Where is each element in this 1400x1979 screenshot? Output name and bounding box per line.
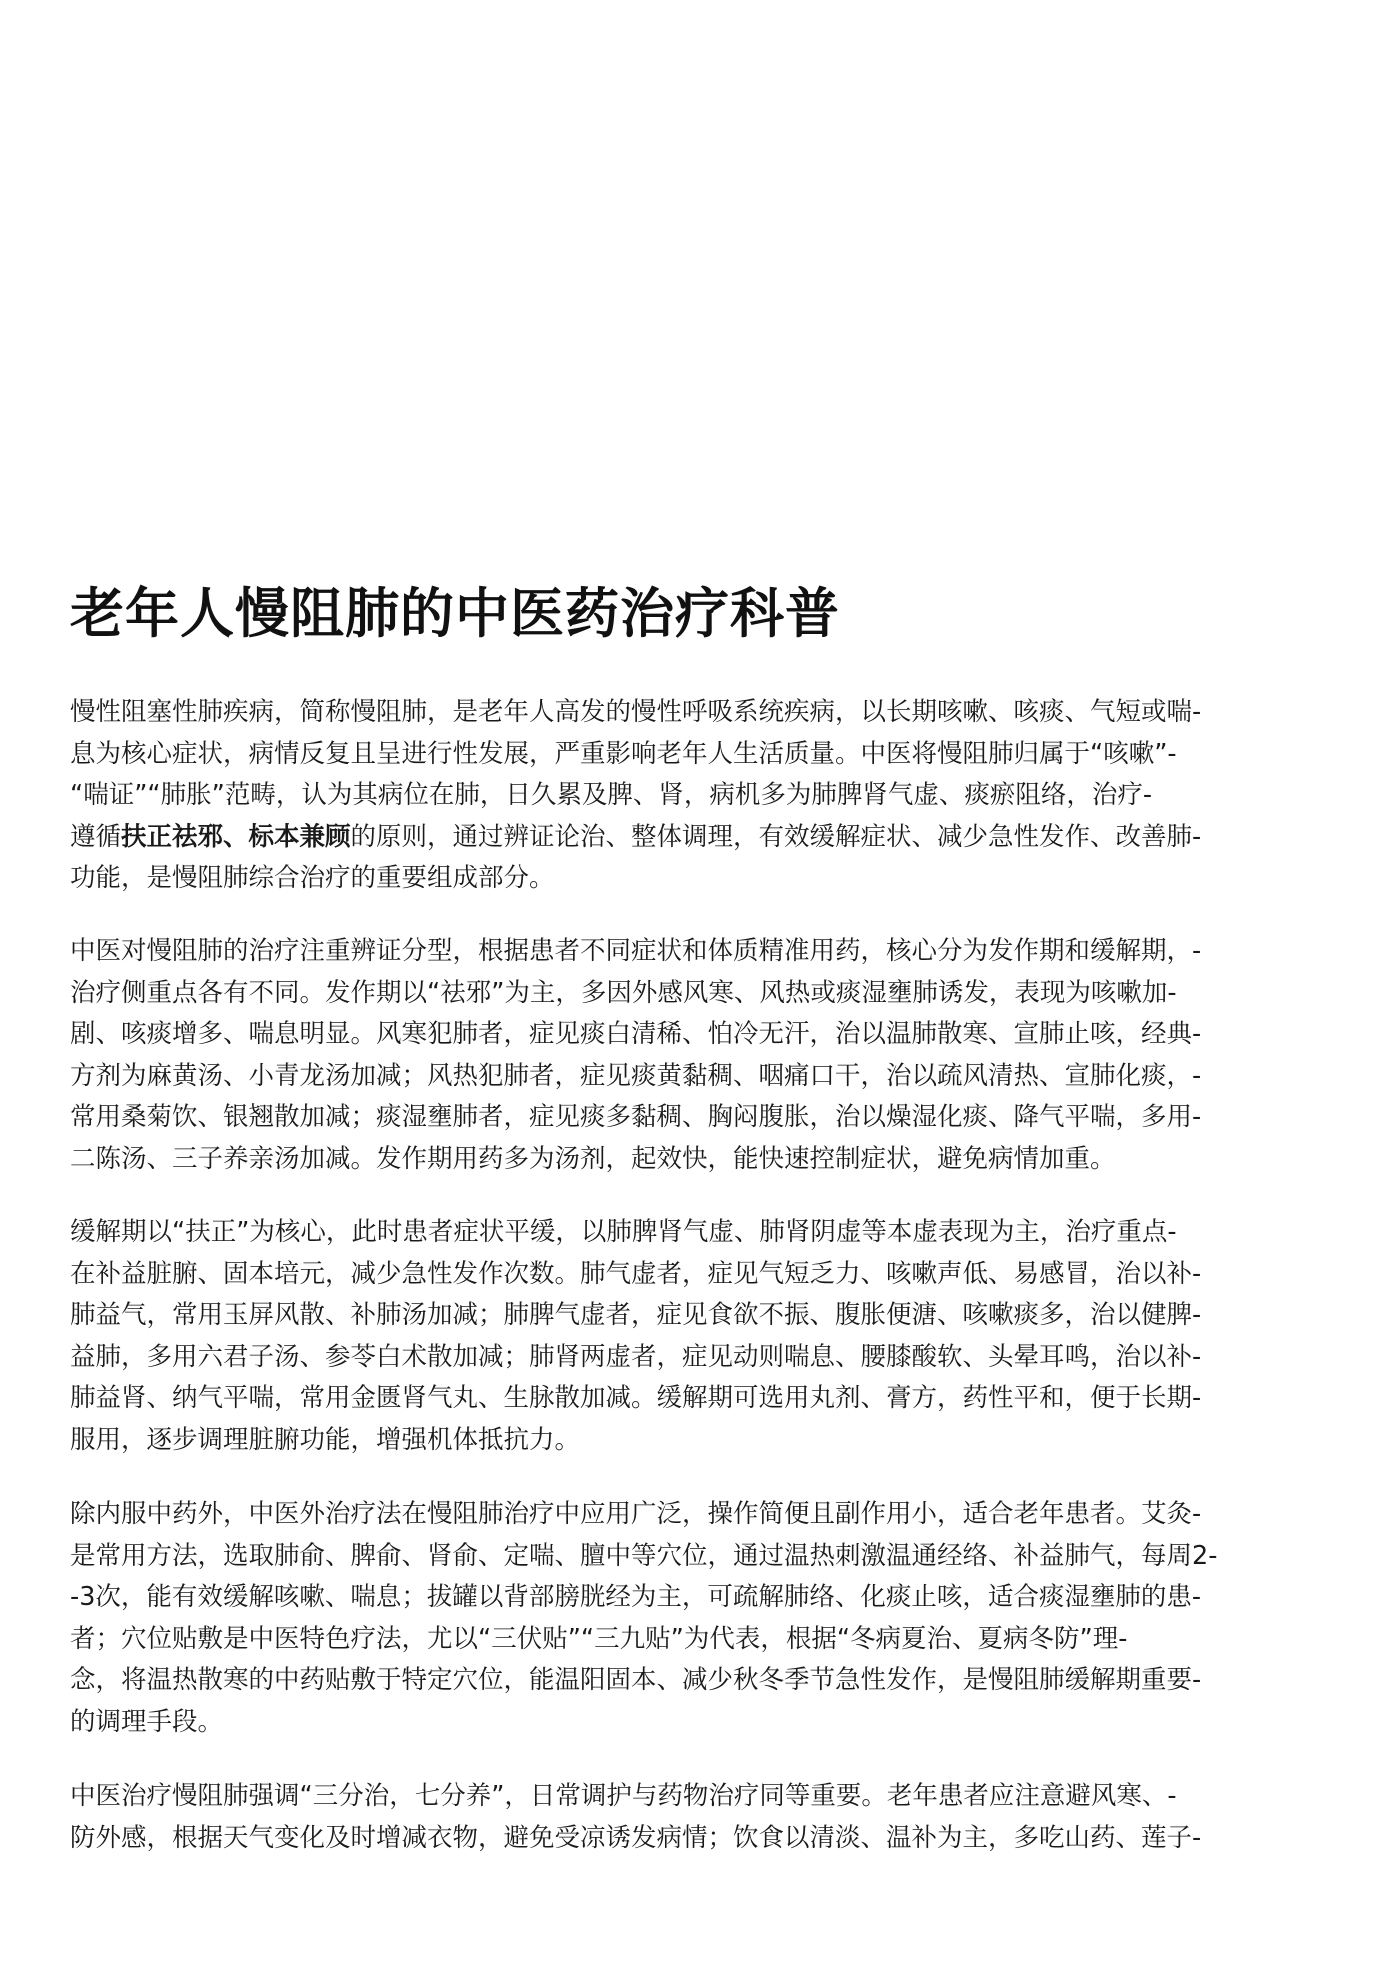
text-line-with-emphasis xyxy=(70,817,1340,859)
text-segment: 遵循 xyxy=(70,821,122,852)
text-line: 的调理手段。 xyxy=(70,1706,224,1737)
text-line: 中医对慢阻肺的治疗注重辨证分型，根据患者不同症状和体质精准用药，核心分为发作期和缓解期，- xyxy=(70,936,1202,966)
text-line: 常用桑菊饮、银翘散加减；痰湿壅肺者，症见痰多黏稠、胸闷腹胀，治以燥湿化痰、降气平喘，多用- xyxy=(70,1102,1202,1132)
text-line: 治疗侧重点各有不同。发作期以“祛邪”为主，多因外感风寒、风热或痰湿壅肺诱发，表现为咳嗽加- xyxy=(70,977,1177,1008)
text-line: 慢性阻塞性肺疾病，简称慢阻肺，是老年人高发的慢性呼吸系统疾病，以长期咳嗽、咳痰、气短或喘- xyxy=(70,697,1202,727)
text-line: 功能，是慢阻肺综合治疗的重要组成部分。 xyxy=(70,863,555,893)
text-line: 念，将温热散寒的中药贴敷于特定穴位，能温阳固本、减少秋冬季节急性发作，是慢阻肺缓解期重要- xyxy=(70,1665,1202,1695)
text-line: 剧、咳痰增多、喘息明显。风寒犯肺者，症见痰白清稀、怕冷无汗，治以温肺散寒、宣肺止咳，经典- xyxy=(70,1019,1202,1049)
text-line: 者；穴位贴敷是中医特色疗法，尤以“三伏贴”“三九贴”为代表，根据“冬病夏治、夏病冬防”理- xyxy=(70,1623,1128,1654)
text-line: 肺益气，常用玉屏风散、补肺汤加减；肺脾气虚者，症见食欲不振、腹胀便溏、咳嗽痰多，治以健脾- xyxy=(70,1300,1202,1330)
paragraph-remission-phase xyxy=(70,1212,1340,1461)
text-line: 肺益肾、纳气平喘，常用金匮肾气丸、生脉散加减。缓解期可选用丸剂、膏方，药性平和，便于长期- xyxy=(70,1383,1202,1413)
text-line: 在补益脏腑、固本培元，减少急性发作次数。肺气虚者，症见气短乏力、咳嗽声低、易感冒，治以补- xyxy=(70,1258,1202,1289)
text-line: 服用，逐步调理脏腑功能，增强机体抵抗力。 xyxy=(70,1424,581,1455)
paragraph-daily-care xyxy=(70,1776,1340,1859)
text-line: 防外感，根据天气变化及时增减衣物，避免受凉诱发病情；饮食以清淡、温补为主，多吃山药、莲子- xyxy=(70,1822,1202,1853)
text-line: 除内服中药外，中医外治疗法在慢阻肺治疗中应用广泛，操作简便且副作用小，适合老年患者。艾灸- xyxy=(70,1499,1202,1529)
paragraph-external-therapy xyxy=(70,1494,1340,1743)
text-line: 缓解期以“扶正”为核心，此时患者症状平缓，以肺脾肾气虚、肺肾阴虚等本虚表现为主，治疗重点- xyxy=(70,1217,1177,1247)
article-title: 老年人慢阻肺的中医药治疗科普 xyxy=(70,582,840,645)
bold-emphasis: 扶正祛邪、标本兼顾 xyxy=(121,821,351,852)
text-line: “喘证”“肺胀”范畴，认为其病位在肺，日久累及脾、肾，病机多为肺脾肾气虚、痰瘀阻络，治疗- xyxy=(70,780,1153,810)
text-line: 方剂为麻黄汤、小青龙汤加减；风热犯肺者，症见痰黄黏稠、咽痛口干，治以疏风清热、宣肺化痰，- xyxy=(70,1060,1202,1091)
text-segment: 的原则，通过辨证论治、整体调理，有效缓解症状、减少急性发作、改善肺- xyxy=(350,821,1202,852)
text-line: 益肺，多用六君子汤、参苓白术散加减；肺肾两虚者，症见动则喘息、腰膝酸软、头晕耳鸣，治以补- xyxy=(70,1341,1202,1372)
text-line: -3次，能有效缓解咳嗽、喘息；拔罐以背部膀胱经为主，可疏解肺络、化痰止咳，适合痰湿壅肺的患- xyxy=(70,1582,1202,1612)
text-line: 二陈汤、三子养亲汤加减。发作期用药多为汤剂，起效快，能快速控制症状，避免病情加重。 xyxy=(70,1143,1116,1174)
text-line: 中医治疗慢阻肺强调“三分治，七分养”，日常调护与药物治疗同等重要。老年患者应注意避风寒、- xyxy=(70,1781,1177,1811)
text-line: 是常用方法，选取肺俞、脾俞、肾俞、定喘、膻中等穴位，通过温热刺激温通经络、补益肺气，每周2- xyxy=(70,1540,1218,1571)
text-line: 息为核心症状，病情反复且呈进行性发展，严重影响老年人生活质量。中医将慢阻肺归属于“咳嗽”- xyxy=(70,738,1177,769)
paragraph-attack-phase xyxy=(70,931,1340,1180)
paragraph-intro xyxy=(70,692,1340,900)
